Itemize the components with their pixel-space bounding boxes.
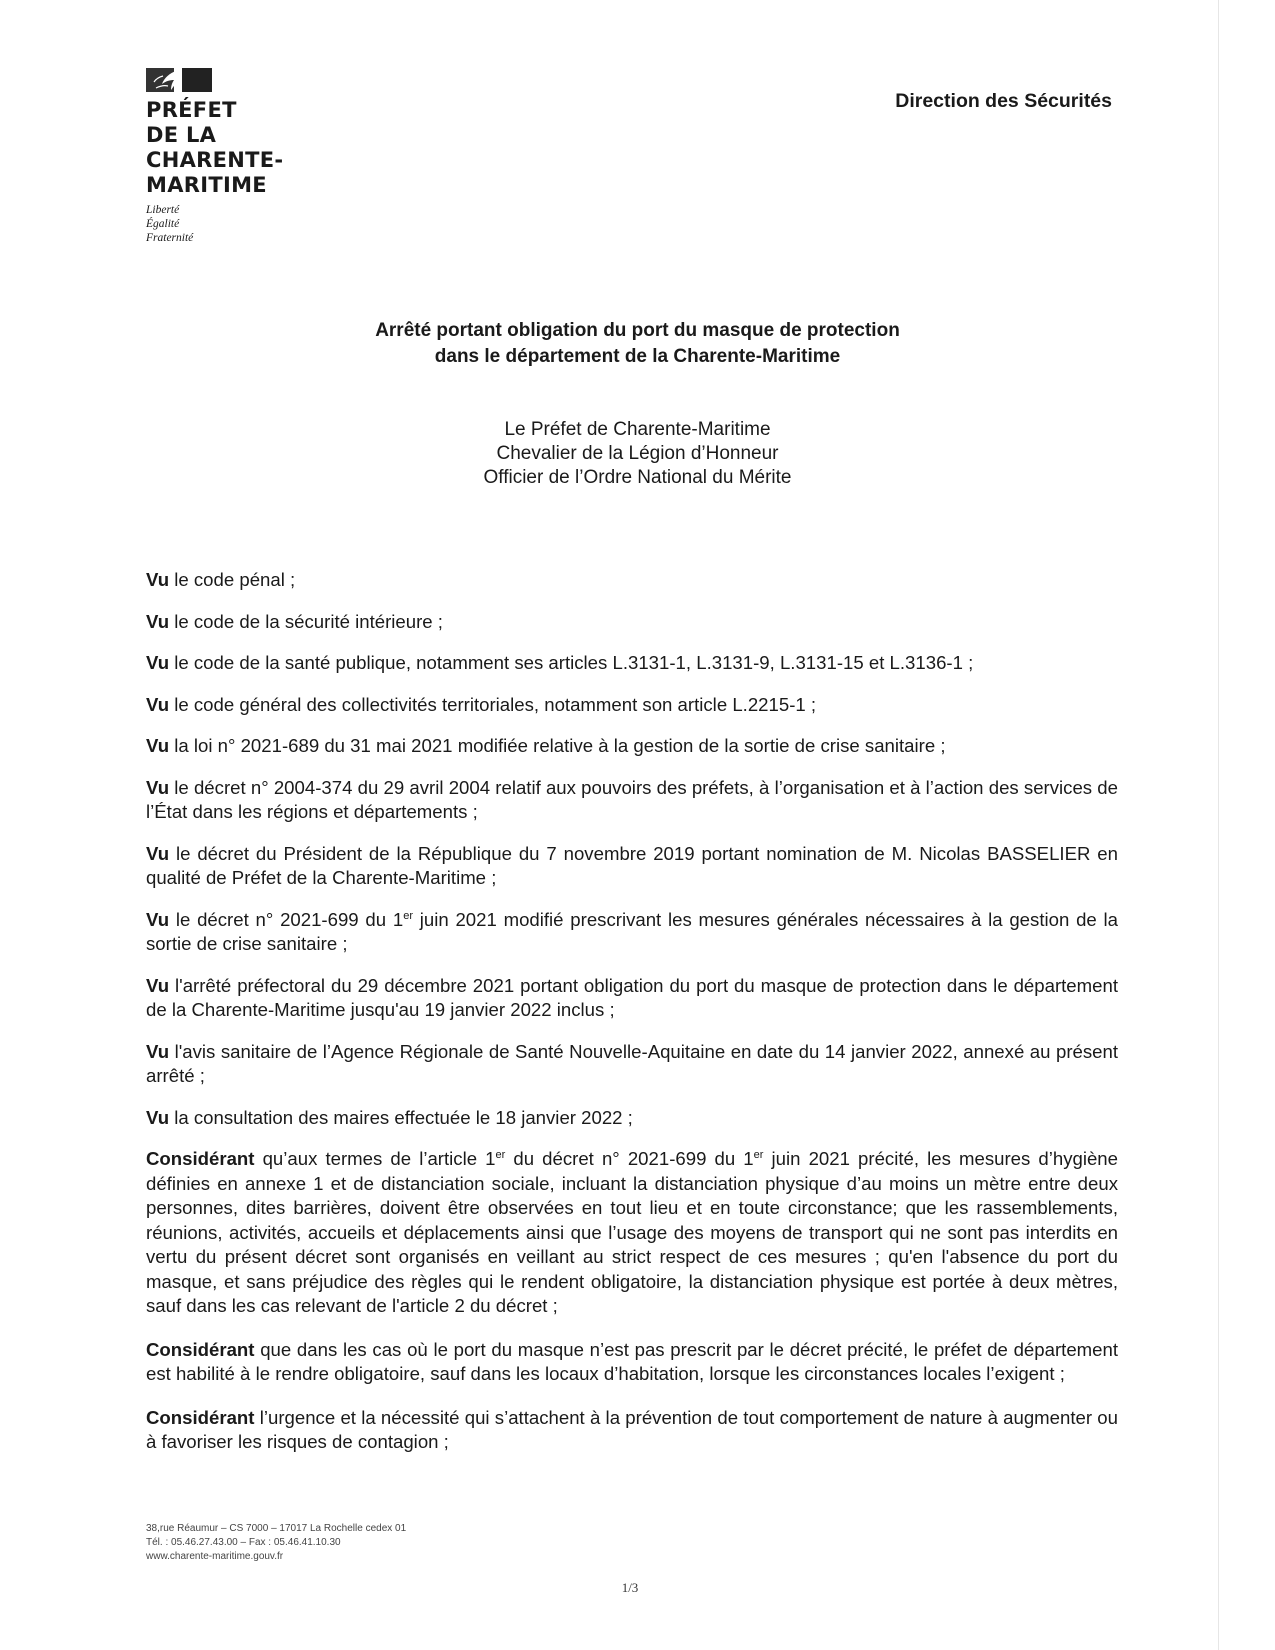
logo-wordmark xyxy=(146,98,346,198)
prefect-titles xyxy=(200,418,1075,490)
clause-text: l’urgence et la nécessité qui s’attachent à la prévention de tout comportement de nature à augmenter ou à favoriser les risques de contagion ; xyxy=(146,1406,1118,1452)
prefecture-logo xyxy=(146,68,346,245)
page-number: 1/3 xyxy=(621,1580,639,1595)
clause-text: juin 2021 précité, les mesures d’hygiène définies en annexe 1 et de distanciation sociale, incluant la distanciation physique d’au moins un mètre entre deux personnes, dites barrières, doivent être observées en tout lieu et en toute circonstance; que les rassemblements, réunions, activités, accueils et déplacements ainsi que l’usage des moyens de transport qui ne sont pas interdits en vertu du présent décret sont organisés en veillant au strict respect de ces mesures ; qu'en l'absence du port du masque, et sans préjudice des règles qui le rendent obligatoire, la distanciation physique est portée à deux mètres, sauf dans les cas relevant de l'article 2 du décret ; xyxy=(146,1148,1118,1316)
clause-text: le code de la santé publique, notamment ses articles L.3131-1, L.3131-9, L.3131-15 et L.3136-1 ; xyxy=(169,652,974,673)
ordinal-superscript: er xyxy=(403,909,413,922)
clause-text: le code de la sécurité intérieure ; xyxy=(169,610,443,632)
clause-lead: Considérant xyxy=(146,1406,255,1428)
clause-lead: Vu xyxy=(146,735,170,756)
vu-clause xyxy=(146,974,1118,1023)
clause-text: la consultation des maires effectuée le 18 janvier 2022 ; xyxy=(169,1106,633,1128)
republic-motto xyxy=(146,203,346,245)
considerant-clause xyxy=(146,1147,1118,1319)
ordinal-superscript: er xyxy=(495,1149,506,1161)
prefect-line: Chevalier de la Légion d’Honneur xyxy=(496,443,779,464)
title-line: Arrêté portant obligation du port du masque de protection xyxy=(375,320,900,341)
vu-clause xyxy=(146,693,1118,718)
logo-line: PRÉFET xyxy=(146,98,237,122)
logo-line: MARITIME xyxy=(146,173,267,197)
motto-line: Égalité xyxy=(146,218,180,230)
vu-clause xyxy=(146,842,1118,891)
address-footer xyxy=(146,1522,546,1564)
clause-text: l'avis sanitaire de l’Agence Régionale de Santé Nouvelle-Aquitaine en date du 14 janvier 2022, annexé au présent arrêté ; xyxy=(146,1040,1118,1086)
logo-line: DE LA xyxy=(146,123,217,147)
motto-line: Fraternité xyxy=(146,232,194,244)
prefect-line: Le Préfet de Charente-Maritime xyxy=(504,419,771,440)
clause-text: le décret n° 2021-699 du 1 xyxy=(169,908,404,930)
vu-clause xyxy=(146,568,1118,593)
motto-line: Liberté xyxy=(146,204,180,216)
direction-heading: Direction des Sécurités xyxy=(895,90,1112,112)
clause-lead: Vu xyxy=(146,974,170,996)
considerant-clause xyxy=(146,1338,1118,1387)
clause-text: la loi n° 2021-689 du 31 mai 2021 modifiée relative à la gestion de la sortie de crise sanitaire ; xyxy=(169,735,946,756)
clause-lead: Vu xyxy=(146,776,170,798)
clause-text: le code pénal ; xyxy=(169,569,296,590)
clause-lead: Vu xyxy=(146,908,170,930)
footer-website: www.charente-maritime.gouv.fr xyxy=(146,1551,284,1562)
scan-edge xyxy=(1218,0,1219,1650)
logo-line: CHARENTE- xyxy=(146,148,284,172)
vu-clause xyxy=(146,908,1118,957)
clause-lead: Vu xyxy=(146,1040,170,1062)
marianne-icon xyxy=(146,68,212,92)
footer-phone: Tél. : 05.46.27.43.00 – Fax : 05.46.41.10.30 xyxy=(146,1537,341,1548)
vu-clause xyxy=(146,651,1118,676)
clause-lead: Vu xyxy=(146,693,170,715)
title-line: dans le département de la Charente-Maritime xyxy=(434,346,841,367)
clause-lead: Vu xyxy=(146,652,170,673)
vu-clause xyxy=(146,776,1118,825)
clause-text: juin 2021 modifié prescrivant les mesures générales nécessaires à la gestion de la sortie de crise sanitaire ; xyxy=(146,908,1118,954)
vu-clause xyxy=(146,1106,1118,1131)
clause-lead: Vu xyxy=(146,569,170,590)
clause-lead: Vu xyxy=(146,1106,170,1128)
clause-lead: Considérant xyxy=(146,1148,255,1169)
clause-lead: Considérant xyxy=(146,1338,255,1360)
clause-lead: Vu xyxy=(146,610,170,632)
footer-address: 38,rue Réaumur – CS 7000 – 17017 La Rochelle cedex 01 xyxy=(146,1523,407,1534)
vu-clause xyxy=(146,734,1118,759)
document-title xyxy=(200,318,1075,370)
considerant-clause xyxy=(146,1406,1118,1455)
clause-text: que dans les cas où le port du masque n’est pas prescrit par le décret précité, le préfet de département est habilité à le rendre obligatoire, sauf dans les locaux d’habitation, lorsque les circonstances locales l’exigent ; xyxy=(146,1338,1118,1384)
prefect-line: Officier de l’Ordre National du Mérite xyxy=(483,467,792,488)
clause-text: le décret n° 2004-374 du 29 avril 2004 relatif aux pouvoirs des préfets, à l’organisation et à l’action des services de l’État dans les régions et départements ; xyxy=(146,776,1118,822)
clause-text: l'arrêté préfectoral du 29 décembre 2021 portant obligation du port du masque de protection dans le département de la Charente-Maritime jusqu'au 19 janvier 2022 inclus ; xyxy=(146,974,1118,1020)
clause-lead: Vu xyxy=(146,842,170,864)
clause-text: du décret n° 2021-699 du 1 xyxy=(505,1148,754,1169)
vu-clause xyxy=(146,1040,1118,1089)
clause-text: qu’aux termes de l’article 1 xyxy=(254,1148,496,1169)
clause-text: le décret du Président de la République du 7 novembre 2019 portant nomination de M. Nicolas BASSELIER en qualité de Préfet de la Charente-Maritime ; xyxy=(146,842,1118,888)
ordinal-superscript: er xyxy=(753,1149,764,1161)
clause-text: le code général des collectivités territoriales, notamment son article L.2215-1 ; xyxy=(169,693,817,715)
document-body xyxy=(146,568,1118,1474)
vu-clause xyxy=(146,610,1118,635)
